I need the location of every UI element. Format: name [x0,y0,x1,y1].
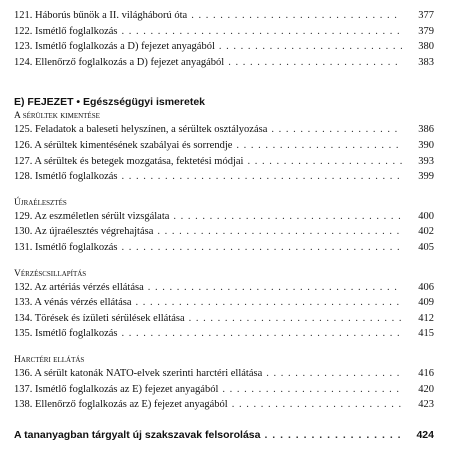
toc-entry[interactable] [14,295,434,311]
toc-entry-final[interactable] [14,428,434,444]
toc-entry[interactable] [14,138,434,154]
toc-entry-title: 123. Ismétlő foglalkozás a D) fejezet anyagából [14,41,215,53]
toc-entry-page: 409 [418,297,434,309]
toc-entry-page: 405 [418,241,434,253]
toc-entry-page: 393 [418,155,434,167]
section-heading: Harctéri ellátás [14,354,85,365]
toc-entry-title: 125. Feladatok a baleseti helyszínen, a sérültek osztályozása [14,124,268,136]
dot-leader [266,366,402,382]
toc-entry-title: 132. Az artériás vérzés ellátása [14,281,144,293]
toc-entry-page: 423 [418,399,434,411]
dot-leader [157,224,402,240]
toc-entry[interactable] [14,209,434,225]
toc-entry[interactable] [14,55,434,71]
toc-entry[interactable] [14,224,434,240]
toc-entry[interactable] [14,366,434,382]
toc-entry[interactable] [14,326,434,342]
toc-entry-page: 379 [418,25,434,37]
dot-leader [122,169,402,185]
toc-entry-page: 416 [418,367,434,379]
dot-leader [122,240,402,256]
chapter-heading: E) FEJEZET • Egészségügyi ismeretek [14,96,205,109]
toc-entry[interactable] [14,280,434,296]
section-heading: Újraélesztés [14,197,67,208]
toc-entry-page: 424 [416,428,434,441]
toc-entry-title: 127. A sérültek és betegek mozgatása, fektetési módjai [14,155,244,167]
toc-entry[interactable] [14,8,434,24]
table-of-contents [14,8,434,443]
toc-entry-title: 126. A sérültek kimentésének szabályai és sorrendje [14,139,233,151]
toc-entry-title: A tananyagban tárgyalt új szakszavak felsorolása [14,428,261,441]
toc-entry-title: 136. A sérült katonák NATO-elvek szerinti harctéri ellátása [14,367,263,379]
toc-entry-page: 406 [418,281,434,293]
toc-entry-title: 121. Háborús bűnök a II. világháború óta [14,10,188,21]
toc-entry-page: 415 [418,328,434,340]
toc-entry[interactable] [14,311,434,327]
dot-leader [189,311,402,327]
toc-entry[interactable] [14,397,434,413]
toc-entry-title: 122. Ismétlő foglalkozás [14,25,118,37]
toc-entry-page: 399 [418,171,434,183]
toc-entry-title: 134. Törések és ízületi sérülések ellátása [14,312,185,324]
dot-leader [247,154,402,170]
toc-entry-title: 133. A vénás vérzés ellátása [14,297,132,309]
toc-entry-title: 128. Ismétlő foglalkozás [14,171,118,183]
toc-entry[interactable] [14,169,434,185]
toc-entry[interactable] [14,240,434,256]
dot-leader [136,295,403,311]
toc-entry-page: 420 [418,383,434,395]
dot-leader [232,397,402,413]
toc-entry[interactable] [14,122,434,138]
toc-entry-page: 383 [418,56,434,68]
dot-leader [219,39,402,55]
toc-entry-page: 400 [418,210,434,222]
toc-entry-page: 380 [418,41,434,53]
toc-entry-title: 131. Ismétlő foglalkozás [14,241,118,253]
dot-leader [271,122,402,138]
toc-entry-title: 130. Az újraélesztés végrehajtása [14,226,154,238]
dot-leader [173,209,402,225]
toc-entry[interactable] [14,154,434,170]
toc-entry-page: 402 [418,226,434,238]
toc-entry-title: 138. Ellenőrző foglalkozás az E) fejezet anyagából [14,399,228,411]
section-heading: Vérzéscsillapítás [14,268,87,279]
dot-leader [222,382,402,398]
toc-entry-title: 137. Ismétlő foglalkozás az E) fejezet anyagából [14,383,219,395]
toc-entry-page: 386 [418,124,434,136]
dot-leader [122,326,402,342]
toc-entry-title: 124. Ellenőrző foglalkozás a D) fejezet anyagából [14,56,225,68]
toc-entry-title: 129. Az eszméletlen sérült vizsgálata [14,210,170,222]
dot-leader [122,24,402,40]
section-heading: A sérültek kimentése [14,111,100,122]
toc-entry-page: 377 [418,10,434,21]
toc-entry[interactable] [14,382,434,398]
dot-leader [191,8,402,24]
dot-leader [228,55,402,71]
toc-entry[interactable] [14,39,434,55]
toc-entry-page: 412 [418,312,434,324]
toc-entry-title: 135. Ismétlő foglalkozás [14,328,118,340]
toc-entry[interactable] [14,24,434,40]
dot-leader [236,138,402,154]
toc-entry-page: 390 [418,139,434,151]
dot-leader [148,280,402,296]
dot-leader [264,428,402,444]
